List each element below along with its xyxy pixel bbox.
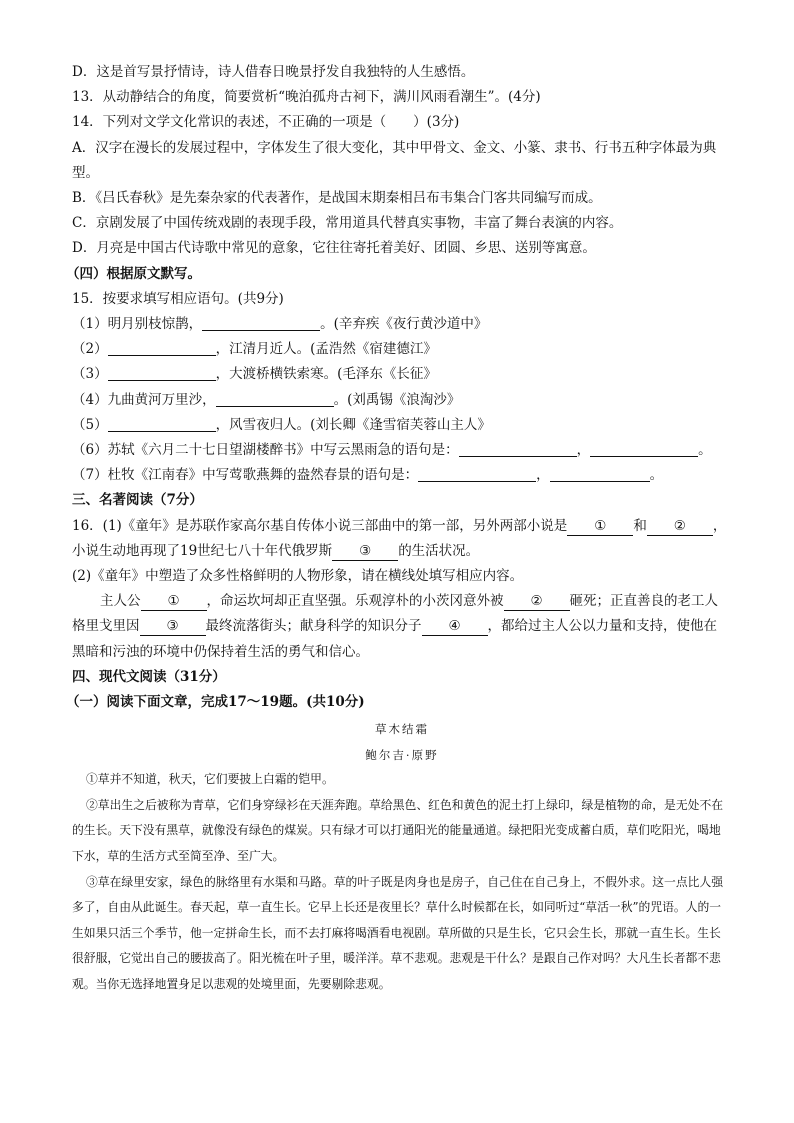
section-4-modern-reading: 四、现代文阅读（31分） bbox=[72, 668, 226, 685]
question-13: 13．从动静结合的角度，简要赏析“晚泊孤舟古祠下，满川风雨看潮生”。(4分) bbox=[72, 89, 541, 106]
poem-item-4: （4）九曲黄河万里沙， 。(刘禹锡《浪淘沙》 bbox=[72, 391, 461, 408]
poem-item-6: （6）苏轼《六月二十七日望湖楼醉书》中写云黑雨急的语句是： ， 。 bbox=[72, 442, 712, 459]
answer-blank[interactable] bbox=[418, 465, 536, 482]
option-b-q14: B．《吕氏春秋》是先秦杂家的代表著作，是战国末期秦相吕布韦集合门客共同编写而成。 bbox=[72, 190, 602, 207]
answer-slot-1[interactable]: ① bbox=[567, 517, 633, 536]
essay-title: 草木结霜 bbox=[375, 722, 429, 737]
answer-blank[interactable] bbox=[108, 364, 216, 381]
answer-slot-2[interactable]: ② bbox=[647, 517, 713, 536]
question-16-part-2-line-1: 主人公 ① ，命运坎坷却正直坚强。乐观淳朴的小茨冈意外被 ② 砸死；正直善良的老工人 bbox=[100, 593, 718, 610]
poem-item-1: （1）明月别枝惊鹊， 。(辛弃疾《夜行黄沙道中》 bbox=[72, 316, 488, 333]
answer-slot-3[interactable]: ③ bbox=[332, 542, 398, 561]
poem-item-3: （3） ，大渡桥横铁索寒。(毛泽东《长征》 bbox=[72, 366, 437, 383]
question-14: 14．下列对文学文化常识的表述，不正确的一项是（ ）(3分) bbox=[72, 114, 460, 131]
answer-blank[interactable] bbox=[550, 465, 650, 482]
answer-blank[interactable] bbox=[108, 339, 216, 356]
question-16-part-2-line-3: 黑暗和污浊的环境中仍保持着生活的勇气和信心。 bbox=[72, 643, 369, 660]
poem-item-5: （5） ，风雪夜归人。(刘长卿《逢雪宿芙蓉山主人》 bbox=[72, 416, 491, 433]
answer-blank[interactable] bbox=[459, 440, 577, 457]
subsection-1-heading: （一）阅读下面文章，完成17～19题。(共10分) bbox=[66, 694, 365, 711]
essay-author: 鲍尔吉·原野 bbox=[365, 748, 439, 763]
essay-paragraph-3: ③草在绿里安家，绿色的脉络里有水渠和马路。草的叶子既是肉身也是房子，自己住在自己身上，不假外求。这一点比人强多了，自由从此诞生。春天起，草一直生长。它早上长还是夜里长？草什么时候都在长，如同听过“草活一秋”的咒语。人的一生如果只活三个季节，他一定拼命生长，而不去打麻将喝酒看电视剧。草所做的只是生长，它只会生长，那就一直生长。生长很舒服，它觉出自己的腰拔高了。阳光梳在叶子里，暖洋洋。草不悲观。悲观是干什么？是跟自己作对吗？大凡生长者都不悲观。当你无选择地置身足以悲观的处境里面，先要剔除悲观。 bbox=[72, 874, 724, 992]
answer-blank[interactable] bbox=[216, 390, 334, 407]
essay-paragraph-2: ②草出生之后被称为青草，它们身穿绿衫在天涯奔跑。草给黑色、红色和黄色的泥土打上绿印，绿是植物的命，是无处不在的生长。天下没有黑草，就像没有绿色的煤炭。只有绿才可以打通阳光的能量通道。绿把阳光变成蓄白质，草们吃阳光，喝地下水，草的生活方式至简至净、至广大。 bbox=[72, 797, 724, 864]
option-d-q12: D．这是首写景抒情诗，诗人借春日晚景抒发自我独特的人生感悟。 bbox=[72, 64, 475, 80]
question-16-line-2: 小说生动地再现了19世纪七八十年代俄罗斯 ③ 的生活状况。 bbox=[72, 542, 480, 559]
essay-body bbox=[72, 767, 732, 997]
answer-slot-2[interactable]: ② bbox=[504, 592, 570, 611]
poem-item-2: （2） ，江清月近人。(孟浩然《宿建德江》 bbox=[72, 341, 437, 358]
answer-blank[interactable] bbox=[202, 314, 320, 331]
option-a-q14: A．汉字在漫长的发展过程中，字体发生了很大变化，其中甲骨文、金文、小篆、隶书、行书五种字体最为典型。 bbox=[72, 139, 717, 181]
section-3-heading: 三、名著阅读（7分） bbox=[72, 492, 203, 509]
answer-slot-4[interactable]: ④ bbox=[422, 617, 488, 636]
question-16-part-2-line-2: 格里戈里因 ③ 最终流落街头；献身科学的知识分子 ④ ，都给过主人公以力量和支持，使他在 bbox=[72, 618, 717, 635]
question-16-part-2: (2)《童年》中塑造了众多性格鲜明的人物形象，请在横线处填写相应内容。 bbox=[72, 568, 524, 585]
section-4-heading: （四）根据原文默写。 bbox=[66, 265, 201, 282]
answer-blank[interactable] bbox=[590, 440, 698, 457]
option-c-q14: C．京剧发展了中国传统戏剧的表现手段，常用道具代替真实事物，丰富了舞台表演的内容。 bbox=[72, 215, 623, 232]
option-d-q14: D．月亮是中国古代诗歌中常见的意象，它往往寄托着美好、团圆、乡思、送别等寓意。 bbox=[72, 240, 596, 257]
answer-blank[interactable] bbox=[108, 415, 216, 432]
question-16-line-1: 16．(1)《童年》是苏联作家高尔基自传体小说三部曲中的第一部，另外两部小说是 ① 和 ② ， bbox=[72, 517, 727, 534]
exam-page bbox=[66, 60, 732, 998]
question-15: 15．按要求填写相应语句。(共9分) bbox=[72, 290, 284, 307]
answer-slot-3[interactable]: ③ bbox=[140, 617, 206, 636]
poem-item-7: （7）杜牧《江南春》中写莺歌燕舞的盎然春景的语句是： ， 。 bbox=[72, 467, 664, 484]
answer-slot-1[interactable]: ① bbox=[141, 592, 207, 611]
essay-paragraph-1: ①草并不知道，秋天，它们要披上白霜的铠甲。 bbox=[86, 772, 334, 787]
